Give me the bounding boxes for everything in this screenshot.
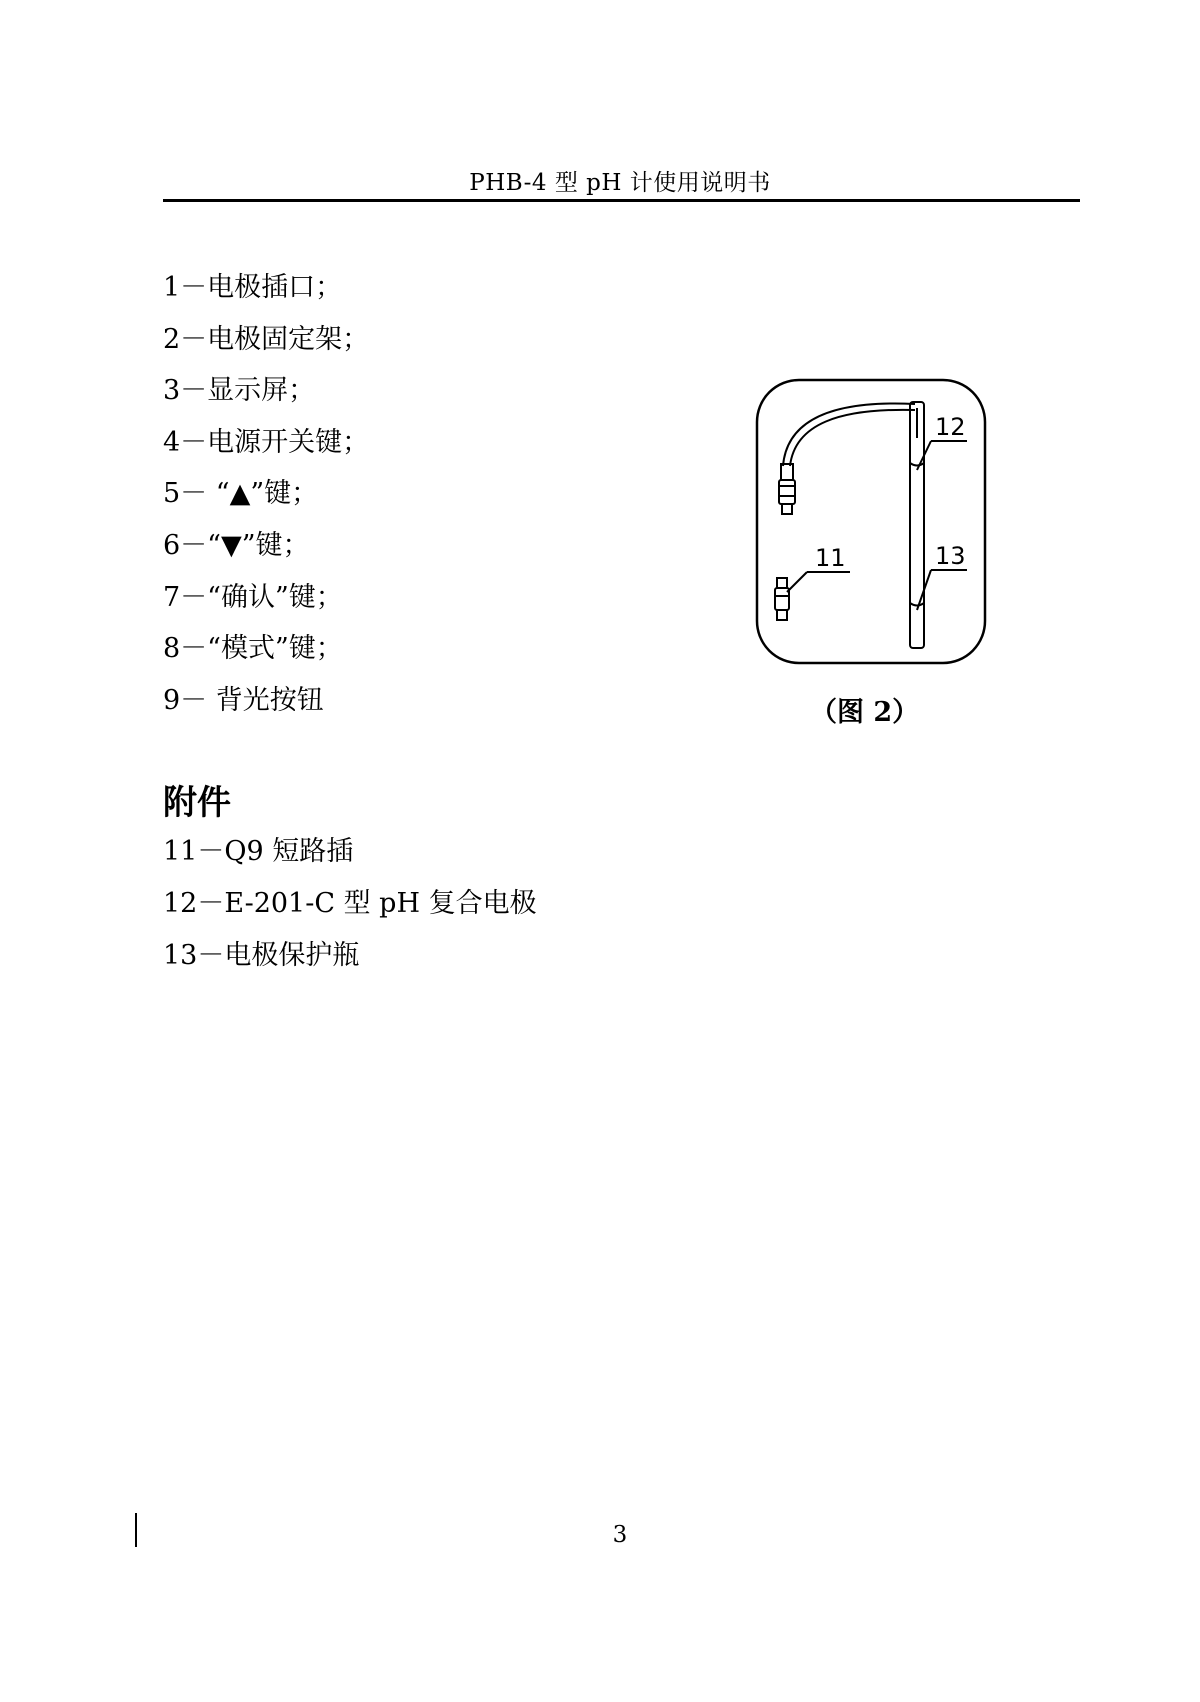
accessories-heading: 附件 (163, 783, 231, 823)
parts-list-item: 2－电极固定架； (163, 323, 370, 355)
electrode-cable (783, 403, 915, 466)
parts-list-item: 5－ “▲”键； (163, 478, 319, 510)
callout-11: 11 (815, 544, 846, 572)
figure-caption: （图 2） (810, 697, 920, 728)
parts-list-item: 9－ 背光按钮 (163, 684, 324, 716)
parts-list-item: 3－显示屏； (163, 375, 316, 407)
accessories-list (163, 826, 537, 982)
leader-line-11 (787, 572, 807, 592)
parts-list (163, 262, 369, 726)
short-circuit-plug (775, 578, 789, 620)
parts-list-item: 1－电极插口； (163, 272, 343, 303)
parts-list-item: 8－“模式”键； (163, 633, 343, 665)
callout-13: 13 (935, 542, 966, 570)
parts-list-item: 4－电源开关键； (163, 426, 370, 458)
accessory-item: 12－E-201-C 型 pH 复合电极 (163, 888, 537, 919)
connector-plug (779, 464, 795, 514)
callout-12: 12 (935, 413, 966, 441)
accessories-illustration (755, 378, 987, 665)
running-header: PHB-4 型 pH 计使用说明书 (469, 170, 771, 196)
page-number: 3 (612, 1522, 628, 1548)
accessory-item: 11－Q9 短路插 (163, 836, 354, 867)
header-rule (163, 199, 1080, 202)
parts-list-item: 6－“▼”键； (163, 529, 310, 561)
parts-list-item: 7－“确认”键； (163, 581, 343, 613)
electrode-cable (790, 410, 915, 466)
accessory-item: 13－电极保护瓶 (163, 940, 360, 971)
electrode-body (910, 402, 924, 648)
